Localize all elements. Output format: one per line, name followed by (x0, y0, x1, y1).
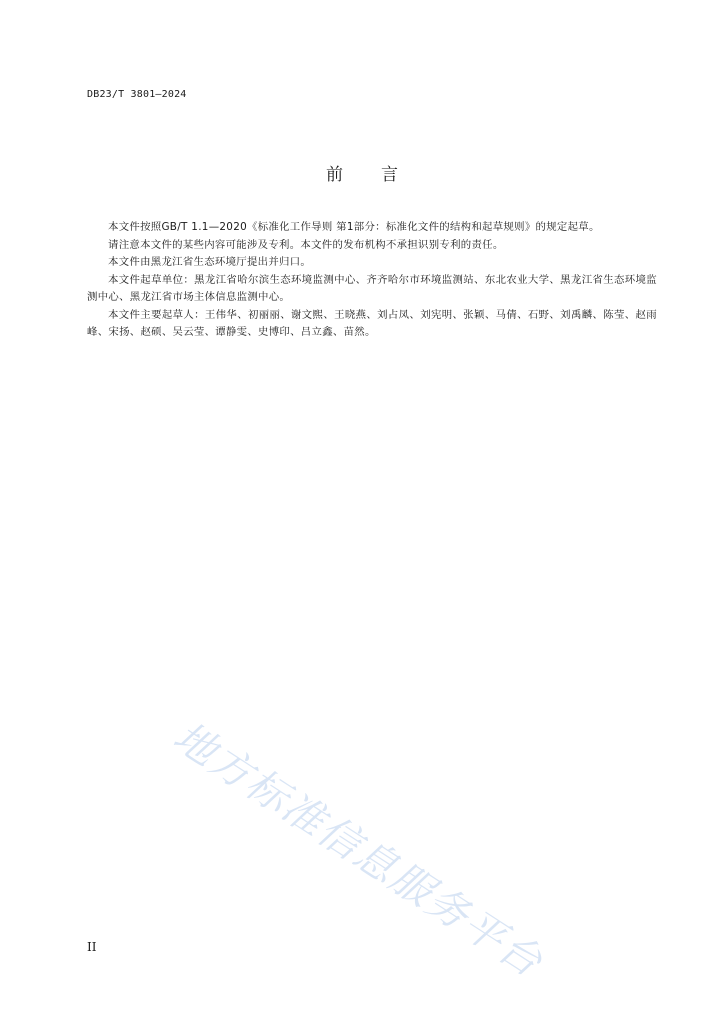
watermark: 地方标准信息服务平台 (165, 712, 552, 987)
document-code: DB23/T 3801—2024 (87, 89, 187, 100)
paragraph-drafting-basis: 本文件按照GB/T 1.1—2020《标准化工作导则 第1部分：标准化文件的结构和起草规则》的规定起草。 (108, 221, 600, 233)
paragraph-drafters: 本文件主要起草人：王伟华、初丽丽、谢文熙、王晓燕、刘占凤、刘宪明、张颖、马倩、石野、刘禹麟、陈莹、赵雨峰、宋扬、赵硕、吴云莹、谭静雯、史博印、吕立鑫、苗然。 (87, 308, 657, 338)
paragraph-drafting-units: 本文件起草单位：黑龙江省哈尔滨生态环境监测中心、齐齐哈尔市环境监测站、东北农业大学、黑龙江省生态环境监测中心、黑龙江省市场主体信息监测中心。 (87, 273, 657, 303)
page-title: 前言 (326, 165, 436, 185)
foreword-body (87, 219, 657, 342)
paragraph-patent-notice: 请注意本文件的某些内容可能涉及专利。本文件的发布机构不承担识别专利的责任。 (108, 238, 504, 251)
paragraph-proposer: 本文件由黑龙江省生态环境厅提出并归口。 (108, 256, 312, 268)
page-number: II (87, 940, 97, 954)
